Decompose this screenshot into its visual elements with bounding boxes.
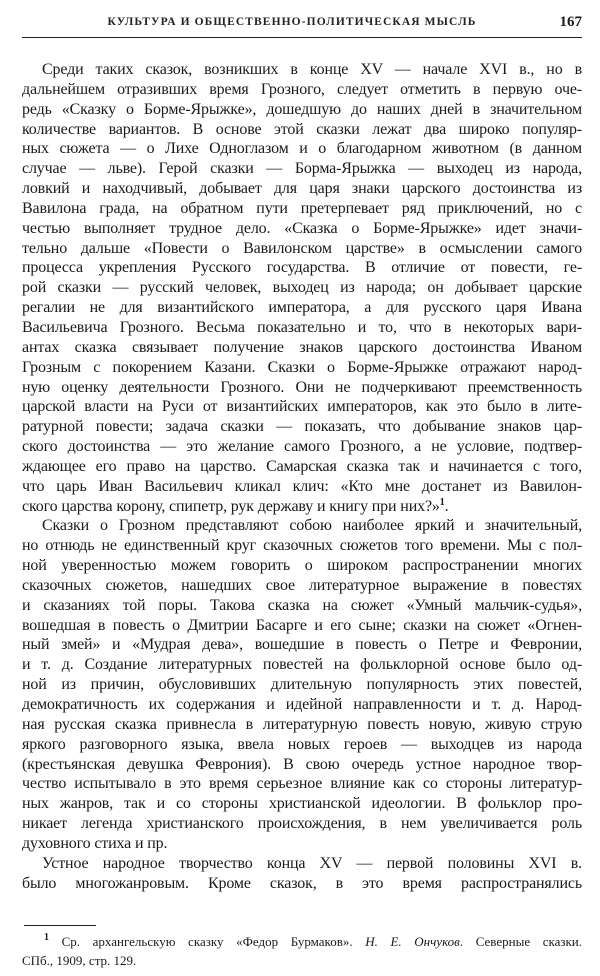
text-line: [22, 635, 582, 655]
text-line-content: ной уверенностью можем говорить о широком распространении многих: [22, 557, 582, 575]
text-line-content: было многожанровым. Кроме сказок, в это время распространялись: [22, 874, 582, 892]
page-number: 167: [559, 14, 582, 30]
text-line: [22, 60, 582, 80]
text-line-content: регалии не для византийского императора, а для русского царя Ивана: [22, 299, 582, 317]
text-line-content: но отнюдь не единственный круг сказочных сюжетов того времени. Мы с пол-: [22, 537, 582, 555]
text-line: [22, 298, 582, 318]
text-line: [22, 675, 582, 695]
footnote-author: Н. Е. Ончуков: [365, 934, 460, 949]
running-header-title: КУЛЬТУРА И ОБЩЕСТВЕННО-ПОЛИТИЧЕСКАЯ МЫСЛЬ: [107, 16, 477, 28]
text-line: [22, 497, 582, 517]
footnote-line-2: СПб., 1909, стр. 129.: [22, 953, 137, 968]
text-line: [22, 258, 582, 278]
text-line-content: Васильевича Грозного. Весьма показательно и то, что в некоторых вари-: [22, 318, 582, 336]
text-line: [22, 219, 582, 239]
text-line-content: (крестьянская девушка Феврония). В свою очередь устное народное твор-: [22, 755, 582, 773]
text-line: [22, 854, 582, 874]
text-line: [22, 695, 582, 715]
text-line: [22, 715, 582, 735]
text-line-content: ловкий и находчивый, добывает для царя знаки царского достоинства из: [22, 180, 582, 198]
text-line-content: Устное народное творчество конца XV — первой половины XVI в.: [42, 854, 582, 872]
text-line-content: царской власти на Руси от византийских императоров, как это было в лите-: [22, 398, 582, 416]
text-line: [22, 457, 582, 477]
footnote-separator: [24, 925, 96, 926]
text-line-content: количестве вариантов. В основе этой сказки лежат два широко популяр-: [22, 120, 582, 138]
footnote-text: Ср. архангельскую сказку «Федор Бурмаков».: [61, 934, 366, 949]
paragraph: [22, 60, 582, 516]
text-line: [22, 80, 582, 100]
text-line: [22, 556, 582, 576]
text-line-content: ратурной повести; задача сказки — показать, что добывание знаков цар-: [22, 418, 582, 436]
text-line-content: ждающее его право на царство. Самарская сказка так и начинается с того,: [22, 457, 582, 475]
text-line: [22, 278, 582, 298]
text-line: [22, 794, 582, 814]
text-line-content: вошедшая в повесть о Дмитрии Басарге и его сыне; сказки на сюжет «Огнен-: [22, 616, 582, 634]
text-line-content: никает легенда христианского происхождения, в нем увеличивается роль: [22, 815, 582, 833]
text-line: [22, 199, 582, 219]
body-text: [22, 60, 582, 893]
text-line: [22, 397, 582, 417]
text-line-content: ная русская сказка привнесла в литературную повесть новую, живую струю: [22, 715, 582, 733]
text-line: [22, 834, 582, 854]
text-line: [22, 774, 582, 794]
text-line-content: яркого разговорного языка, ввела новых героев — выходцев из народа: [22, 735, 582, 753]
text-line-content: честью выполняет трудное дело. «Сказка о Борме-Ярыжке» идет значи-: [22, 219, 582, 237]
footnote-marker: 1: [44, 932, 49, 943]
running-header: [22, 14, 582, 34]
text-line: [22, 159, 582, 179]
text-line: [22, 378, 582, 398]
text-line-content: дальнейшем отразивших время Грозного, следует отметить в первую оче-: [22, 80, 582, 98]
text-line: [22, 755, 582, 775]
footnote-text-tail: . Северные сказки.: [459, 934, 583, 949]
text-line-content: ный змей» и «Мудрая дева», вошедшие в повесть о Петре и Февронии,: [22, 636, 582, 654]
text-line-content: что царь Иван Васильевич кликал клич: «Кто мне достанет из Вавилон-: [22, 477, 582, 495]
text-line-content: ной из причин, обусловивших длительную популярность этих повестей,: [22, 676, 582, 694]
text-line-content: чество испытывало в это время серьезное влияние как со стороны литератур-: [22, 775, 582, 793]
text-line-content: Грозным с покорением Казани. Сказки о Борме-Ярыжке отражают народ-: [22, 358, 582, 376]
text-line-content: ных жанров, так и со стороны христианской идеологии. В фольклор про-: [22, 795, 582, 813]
text-line-content: ского достоинства — это желание самого Грозного, а не условие, подтвер-: [22, 438, 582, 456]
text-line-content: ского царства корону, спипетр, рук державу и книгу при них?»: [22, 497, 440, 515]
text-line: [22, 477, 582, 497]
text-line-content: Сказки о Грозном представляют собою наиболее яркий и значительный,: [42, 517, 582, 535]
text-line-content: рой сказки — русский человек, выходец из народа; он добывает царские: [22, 279, 582, 297]
text-line-content: антах сказка связывает получение знаков царского достоинства Иваном: [22, 338, 582, 356]
text-line: [22, 814, 582, 834]
text-line: [22, 874, 582, 894]
text-line-content: духовного стиха и пр.: [22, 834, 168, 852]
text-line: [22, 655, 582, 675]
text-line-content: и сказаниях той поры. Такова сказка на сюжет «Умный мальчик-судья»,: [22, 596, 582, 614]
text-line: [22, 437, 582, 457]
text-line-content: редь «Сказку о Борме-Ярыжке», дошедшую до наших дней в значительном: [22, 100, 582, 118]
text-line-content: ных сюжета — о Лихе Одноглазом и о благодарном животном (в данном: [22, 140, 582, 158]
footnote-reference[interactable]: 1: [439, 496, 445, 508]
paragraph: [22, 516, 582, 853]
text-line: [22, 239, 582, 259]
text-line: [22, 536, 582, 556]
text-line: [22, 735, 582, 755]
text-line: [22, 100, 582, 120]
text-line-content: и т. д. Создание литературных повестей на фольклорной основе было од-: [22, 656, 582, 674]
text-line: [22, 358, 582, 378]
text-line: [22, 139, 582, 159]
text-line-tail: .: [444, 497, 449, 515]
text-line-content: Среди таких сказок, возникших в конце XV — начале XVI в., но в: [42, 61, 582, 78]
text-line-content: Вавилона града, на обратном пути претерпевает ряд приключений, но с: [22, 199, 582, 217]
text-line-content: процесса укрепления Русского государства. В отличие от повести, ге-: [22, 259, 582, 277]
text-line: [22, 318, 582, 338]
text-line: [22, 179, 582, 199]
text-line-content: ную оценку деятельности Грозного. Они не подчеркивают преемственность: [22, 378, 582, 396]
text-line-content: сказочных сюжетов, нашедших свое литературное выражение в повестях: [22, 576, 582, 594]
text-line-content: случае — льве). Герой сказки — Борма-Ярыжка — выходец из народа,: [22, 160, 582, 178]
footnote: [22, 932, 582, 970]
text-line-content: тельно дальше «Повести о Вавилонском царстве» в осмыслении самого: [22, 239, 582, 257]
text-line: [22, 596, 582, 616]
text-line: [22, 516, 582, 536]
text-line: [22, 120, 582, 140]
text-line: [22, 417, 582, 437]
text-line: [22, 616, 582, 636]
paragraph: [22, 854, 582, 894]
footnote-line-1: [22, 932, 582, 951]
text-line: [22, 576, 582, 596]
text-line-content: демократичность их содержания и идейной направленности и т. д. Народ-: [22, 696, 582, 713]
header-rule: [22, 37, 582, 38]
text-line: [22, 338, 582, 358]
